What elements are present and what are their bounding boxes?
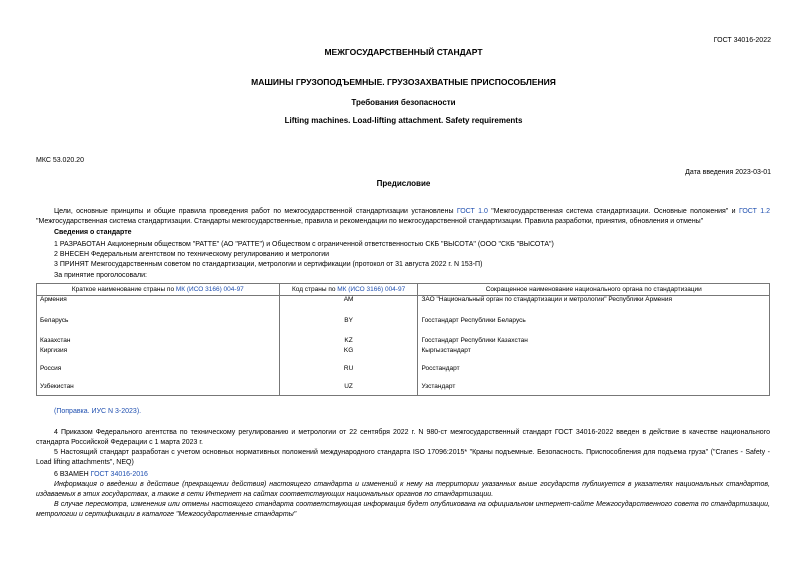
- code-cell: BY: [279, 317, 418, 337]
- standard-info-heading: Сведения о стандарте: [54, 229, 132, 236]
- column-header-code: [279, 284, 418, 296]
- mk-iso-3166-link[interactable]: МК (ИСО 3166) 004-97: [337, 285, 406, 293]
- item-text: 6 ВЗАМЕН: [54, 471, 91, 478]
- document-subtitle: Требования безопасности: [351, 98, 456, 107]
- gost-34016-2016-link[interactable]: ГОСТ 34016-2016: [90, 471, 148, 478]
- body-cell: Росстандарт: [418, 365, 770, 383]
- table-row: [37, 383, 770, 396]
- info-item-5: 5 Настоящий стандарт разработан с учетом основных нормативных положений международного стандарта ISO 17096:2015* "Краны подъемные. Безопасность. Приспособления для подъема груза" ("Cranes - Safety - Load lifting attachments", NEQ): [36, 449, 770, 466]
- foreword-paragraph-1: [36, 207, 770, 226]
- paragraph-text: "Межгосударственная система стандартизации. Стандарты межгосударственные, правила и рекомендации по межгосударственной стандартизации. Правила разработки, принятия, обновления и отмены": [36, 217, 704, 225]
- info-item-2: 2 ВНЕСЕН Федеральным агентством по техническому регулированию и метрологии: [54, 251, 330, 258]
- code-cell: AM: [279, 296, 418, 317]
- table-row: [37, 347, 770, 365]
- info-item-4: 4 Приказом Федерального агентства по техническому регулированию и метрологии от 22 сентября 2022 г. N 980-ст межгосударственный стандарт ГОСТ 34016-2022 введен в действие в качестве национального стандарта Российской Федерации с 1 марта 2023 г.: [36, 429, 770, 446]
- introduction-date: Дата введения 2023-03-01: [685, 169, 771, 176]
- body-cell: ЗАО "Национальный орган по стандартизации и метрологии" Республики Армения: [418, 296, 770, 317]
- mk-iso-3166-link[interactable]: МК (ИСО 3166) 004-97: [175, 285, 244, 293]
- header-text: Код страны по: [291, 285, 338, 293]
- document-title-english: Lifting machines. Load-lifting attachment. Safety requirements: [284, 116, 523, 125]
- mks-code: МКС 53.020.20: [36, 157, 84, 164]
- body-cell: Госстандарт Республики Казахстан: [418, 337, 770, 347]
- code-cell: UZ: [279, 383, 418, 396]
- country-cell: Узбекистан: [37, 383, 280, 396]
- body-cell: Узстандарт: [418, 383, 770, 396]
- member-states-table: [36, 283, 770, 396]
- foreword-heading: Предисловие: [376, 179, 431, 188]
- column-header-country: [37, 284, 280, 296]
- country-cell: Казахстан: [37, 337, 280, 347]
- paragraph-text: "Межгосударственная система стандартизации. Основные положения" и: [487, 208, 739, 215]
- body-cell: Госстандарт Республики Беларусь: [418, 317, 770, 337]
- table-row: [37, 317, 770, 337]
- voted-label: За принятие проголосовали:: [54, 272, 147, 279]
- country-cell: Армения: [37, 296, 280, 317]
- code-cell: KG: [279, 347, 418, 365]
- info-item-6: [54, 470, 148, 479]
- info-item-1: 1 РАЗРАБОТАН Акционерным обществом "РАТТЕ" (АО "РАТТЕ") и Обществом с ограниченной ответственностью СКБ "ВЫСОТА" (ООО "СКБ "ВЫСОТА"): [54, 241, 554, 248]
- document-number: ГОСТ 34016-2022: [713, 37, 771, 44]
- header-text: Краткое наименование страны по: [71, 285, 176, 293]
- paragraph-text: Цели, основные принципы и общие правила проведения работ по межгосударственной стандартизации установлены: [54, 208, 457, 215]
- body-cell: Кыргызстандарт: [418, 347, 770, 365]
- country-cell: Киргизия: [37, 347, 280, 365]
- gost-1-2-link[interactable]: ГОСТ 1.2: [738, 208, 770, 215]
- amendment-link[interactable]: (Поправка. ИУС N 3-2023).: [54, 408, 142, 415]
- country-cell: Беларусь: [37, 317, 280, 337]
- code-cell: KZ: [279, 337, 418, 347]
- country-cell: Россия: [37, 365, 280, 383]
- publication-note: Информация о введении в действие (прекращении действия) настоящего стандарта и изменений к нему на территории указанных выше государств публикуется в указателях национальных стандартов, издаваемых в этих государствах, а также в сети Интернет на сайтах соответствующих национальных органов по стандартизации.: [36, 481, 770, 498]
- info-item-3: 3 ПРИНЯТ Межгосударственным советом по стандартизации, метрологии и сертификации (протокол от 31 августа 2022 г. N 153-П): [54, 261, 483, 268]
- gost-1-0-link[interactable]: ГОСТ 1.0: [456, 208, 488, 215]
- document-title: МАШИНЫ ГРУЗОПОДЪЕМНЫЕ. ГРУЗОЗАХВАТНЫЕ ПРИСПОСОБЛЕНИЯ: [251, 77, 556, 87]
- table-row: [37, 365, 770, 383]
- table-row: [37, 337, 770, 347]
- code-cell: RU: [279, 365, 418, 383]
- standard-type: МЕЖГОСУДАРСТВЕННЫЙ СТАНДАРТ: [324, 47, 483, 57]
- revision-note: В случае пересмотра, изменения или отмены настоящего стандарта соответствующая информация будет опубликована на официальном интернет-сайте Межгосударственного совета по стандартизации, метрологии и сертификации в каталоге "Межгосударственные стандарты": [36, 501, 770, 518]
- table-row: [37, 296, 770, 317]
- column-header-body: Сокращенное наименование национального органа по стандартизации: [418, 284, 770, 296]
- table-header-row: [37, 284, 770, 296]
